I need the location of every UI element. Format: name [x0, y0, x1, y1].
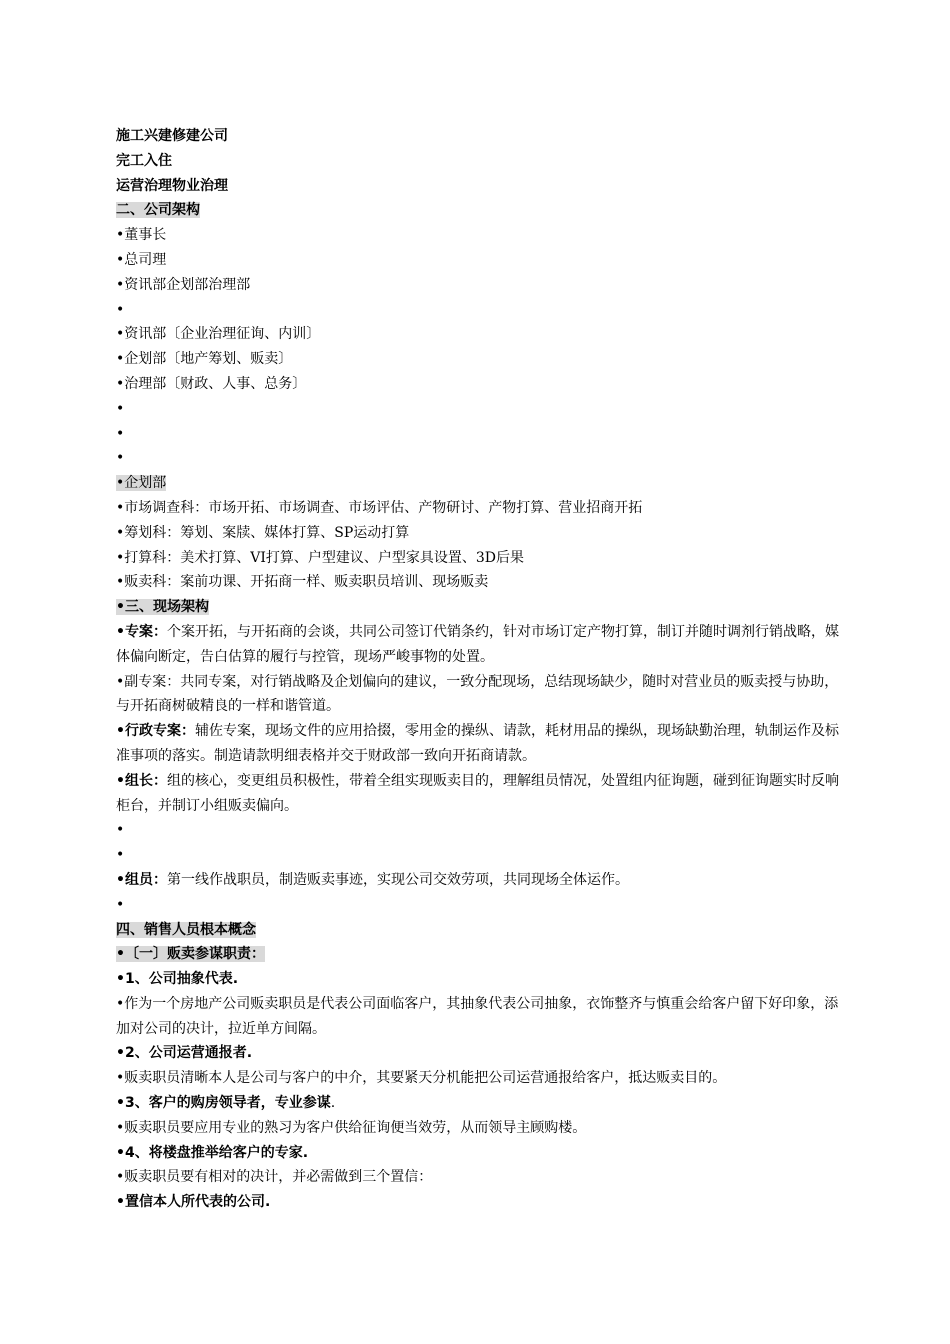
highlight-text: 二、公司架构 [116, 202, 200, 219]
list-item-heading: •2、公司运营通报者. [116, 1045, 253, 1062]
section-title-company-structure [116, 198, 846, 223]
section-title-sales-concepts [116, 918, 846, 943]
list-item-empty: • [116, 450, 125, 467]
paragraph-deputy-manager: •副专案：共同专案，对行销战略及企划偏向的建议，一致分配现场，总结现场缺少，随时对营业员的贩卖授与协助，与开拓商树破精良的一样和谐管道。 [116, 673, 839, 715]
list-item: •董事长 [116, 227, 167, 244]
list-item: •市场调查科：市场开拓、市场调查、市场评估、产物研讨、产物打算、营业招商开拓 [116, 499, 643, 516]
heading-punctuation: . [330, 1095, 336, 1112]
paragraph-body: 辅佐专案，现场文件的应用拾掇，零用金的操纵、请款，耗材用品的操纵，现场缺勤治理，轨制运作及标准事项的落实。制造请款明细表格并交于财政部一致向开拓商请款。 [116, 723, 839, 764]
list-item-heading: •4、将楼盘推举给客户的专家. [116, 1144, 309, 1161]
paragraph-lead: •专案： [116, 623, 167, 640]
list-item-empty: • [116, 822, 125, 839]
paragraph: •作为一个房地产公司贩卖职员是代表公司面临客户，其抽象代表公司抽象，衣饰整齐与慎重会给客户留下好印象，添加对公司的决计，拉近单方间隔。 [116, 995, 839, 1037]
paragraph-lead: •组员： [116, 871, 167, 888]
list-item: •企划部〔地产筹划、贩卖〕 [116, 351, 293, 368]
highlight-text: 四、销售人员根本概念 [116, 921, 256, 938]
paragraph: •贩卖职员清晰本人是公司与客户的中介，其要紧天分机能把公司运营通报给客户，抵达贩卖目的。 [116, 1070, 727, 1087]
heading-text: •3、客户的购房领导者，专业参谋 [116, 1095, 331, 1112]
list-item: •总司理 [116, 251, 167, 268]
paragraph-body: 个案开拓，与开拓商的会谈，共同公司签订代销条约，针对市场订定产物打算，制订并随时调剂行销战略，媒体偏向断定，告白估算的履行与控管，现场严峻事物的处置。 [116, 623, 839, 665]
highlight-text: •企划部 [116, 475, 167, 492]
paragraph: •贩卖职员要应用专业的熟习为客户供给征询便当效劳，从而领导主顾购楼。 [116, 1119, 587, 1136]
list-item: •筹划科：筹划、案牍、媒体打算、SP运动打算 [116, 524, 410, 541]
list-item-heading [116, 1091, 846, 1116]
highlight-text: •三、现场架构 [116, 599, 209, 616]
list-item: •贩卖科：案前功课、开拓商一样、贩卖职员培训、现场贩卖 [116, 574, 489, 591]
document-page [116, 124, 846, 1215]
paragraph-body: 组的核心，变更组员积极性，带着全组实现贩卖目的，理解组员情况，处置组内征询题，碰到征询题实时反响柜台，并制订小组贩卖偏向。 [116, 772, 839, 814]
highlight-text: •〔一〕贩卖参谋职责： [116, 946, 265, 963]
list-item-heading: •1、公司抽象代表. [116, 971, 239, 988]
list-item-empty: • [116, 896, 125, 913]
list-item: •资讯部企划部治理部 [116, 276, 251, 293]
list-item: •治理部〔财政、人事、总务〕 [116, 375, 307, 392]
subsection-title-planning-dept [116, 471, 846, 496]
paragraph-project-manager [116, 620, 846, 670]
heading-construction-company: 施工兴建修建公司 [116, 128, 228, 144]
paragraph-lead: •行政专案： [116, 723, 195, 740]
list-item-empty: • [116, 847, 125, 864]
paragraph-lead: •组长： [116, 772, 167, 789]
list-item-heading: •置信本人所代表的公司. [116, 1194, 271, 1211]
list-item: •资讯部〔企业治理征询、内训〕 [116, 326, 321, 343]
list-item-empty: • [116, 425, 125, 442]
paragraph-body: 第一线作战职员，制造贩卖事迹，实现公司交效劳项，共同现场全体运作。 [166, 871, 629, 888]
subsection-title-sales-duties [116, 942, 846, 967]
heading-completion: 完工入住 [116, 152, 172, 169]
paragraph: •贩卖职员要有相对的决计，并必需做到三个置信： [116, 1169, 433, 1186]
paragraph-team-leader [116, 769, 846, 819]
list-item-empty: • [116, 400, 125, 417]
paragraph-admin-manager [116, 719, 846, 769]
list-item-empty: • [116, 301, 125, 318]
heading-operations: 运营治理物业治理 [116, 177, 228, 194]
list-item: •打算科：美术打算、VI打算、户型建议、户型家具设置、3D后果 [116, 549, 525, 566]
section-title-site-structure [116, 595, 846, 620]
paragraph-team-member [116, 868, 846, 893]
